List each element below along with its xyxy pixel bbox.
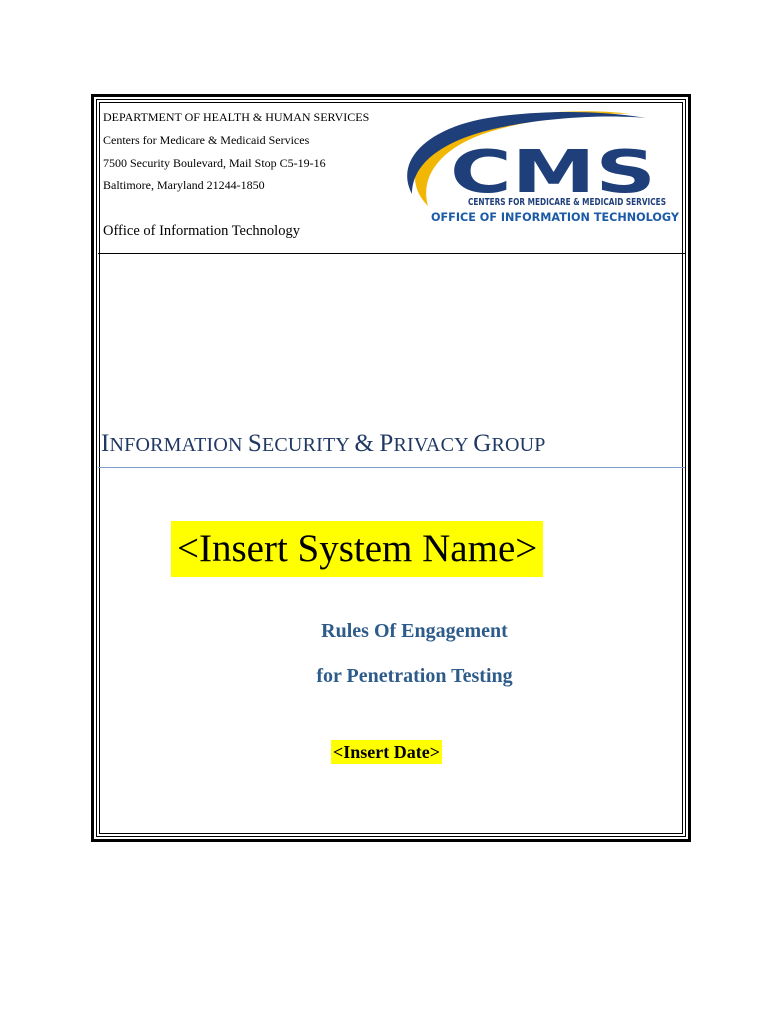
group-title-rest: ECURITY — [261, 434, 355, 456]
document-subtitle-line2: for Penetration Testing — [316, 665, 513, 687]
office-name: Office of Information Technology — [103, 223, 300, 239]
group-title-rest: NFORMATION — [109, 434, 248, 456]
system-name-placeholder: <Insert System Name> — [171, 521, 543, 577]
group-title-rest: ROUP — [491, 434, 546, 456]
logo-wordmark: CMS — [450, 137, 656, 206]
department-line: DEPARTMENT OF HEALTH & HUMAN SERVICES — [103, 110, 370, 124]
group-title-initial: P — [379, 430, 394, 457]
city-state-line: Baltimore, Maryland 21244-1850 — [103, 178, 265, 192]
header-divider — [98, 253, 685, 254]
group-title-initial: S — [247, 430, 262, 457]
group-title-underline — [98, 467, 685, 468]
group-title-rest: RIVACY — [393, 434, 474, 456]
group-title — [101, 430, 546, 458]
date-placeholder: <Insert Date> — [333, 742, 440, 762]
logo-agency-text: CENTERS FOR MEDICARE & MEDICAID SERVICES — [468, 197, 667, 208]
group-title-initial: I — [101, 430, 110, 457]
street-address-line: 7500 Security Boulevard, Mail Stop C5-19-16 — [103, 156, 326, 170]
agency-line: Centers for Medicare & Medicaid Services — [103, 133, 310, 147]
group-title-initial: & — [354, 430, 375, 457]
document-subtitle-line1: Rules Of Engagement — [321, 620, 508, 642]
logo-office-text: OFFICE OF INFORMATION TECHNOLOGY — [431, 210, 680, 224]
cms-logo — [398, 108, 682, 228]
group-title-initial: G — [473, 430, 492, 457]
